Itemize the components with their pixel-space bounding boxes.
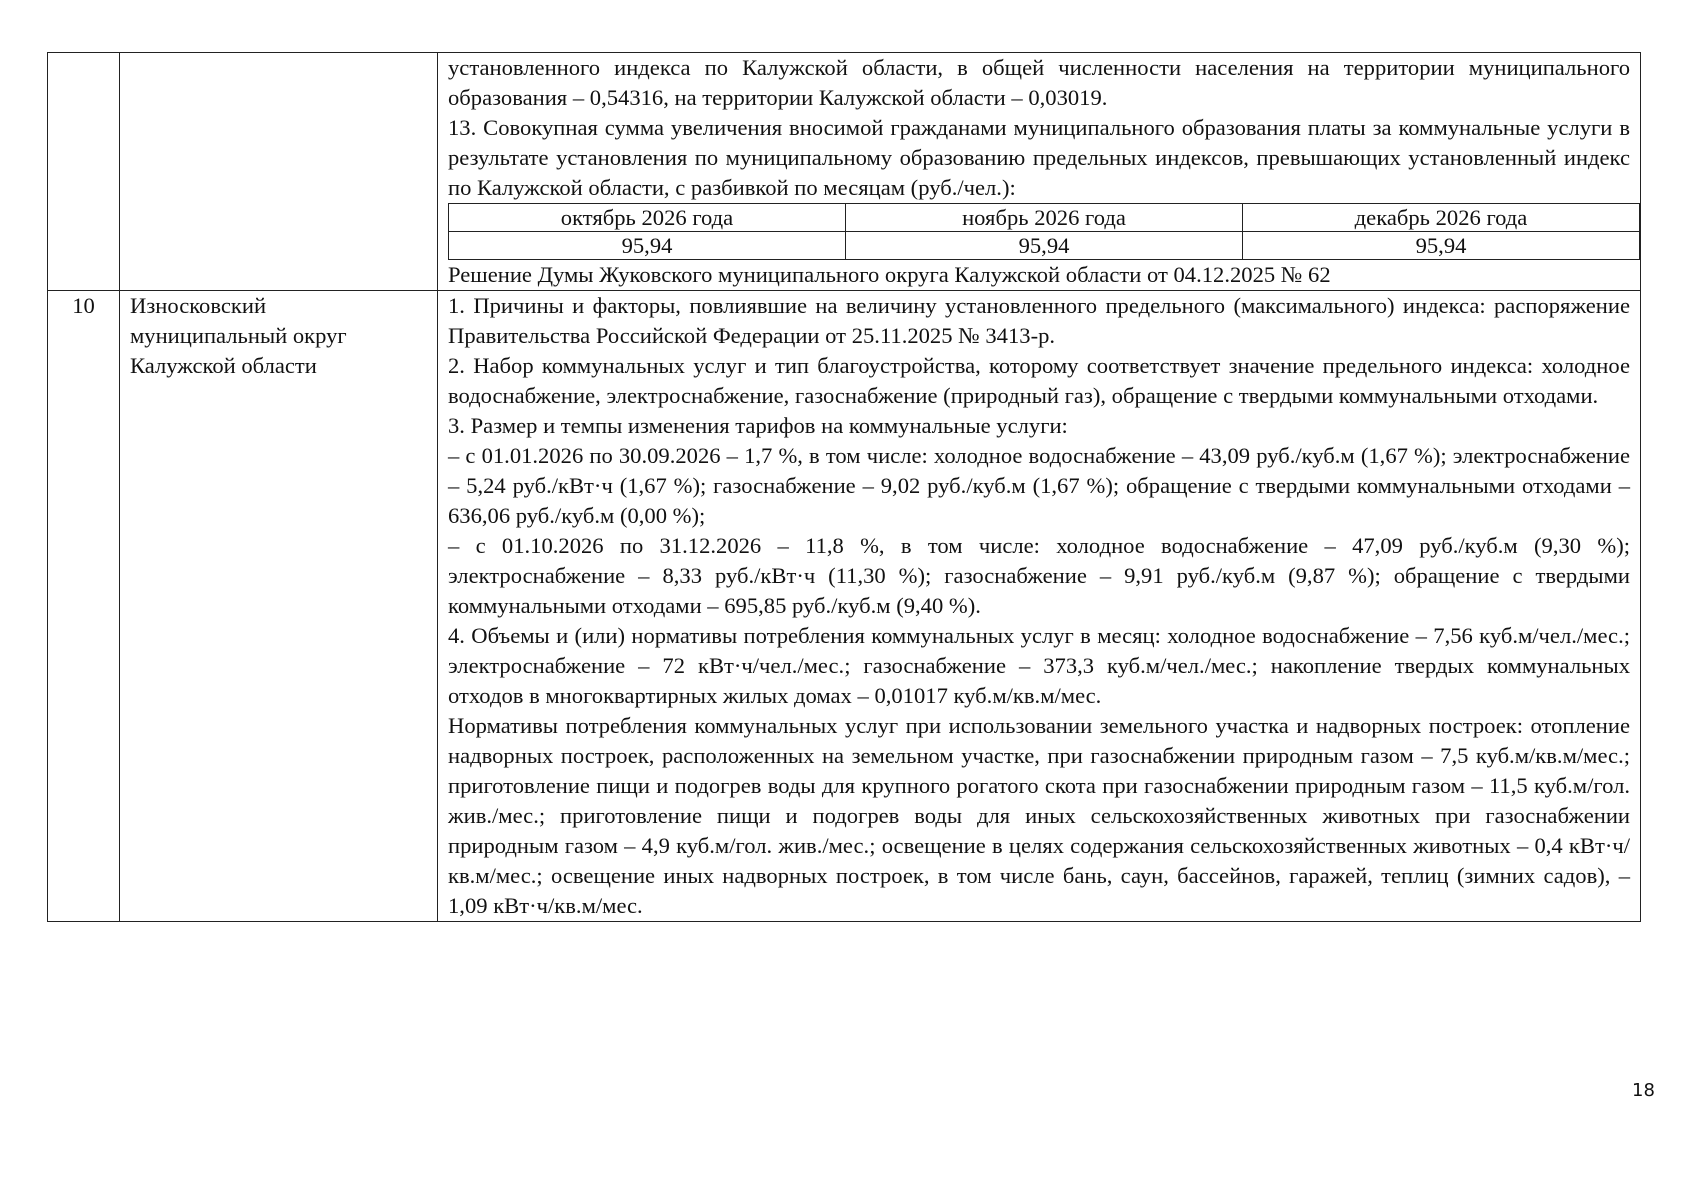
table-row-10 [48,291,1641,922]
item-3-period-1: – с 01.01.2026 по 30.09.2026 – 1,7 %, в том числе: холодное водоснабжение – 43,09 руб./куб.м (1,67 %); электроснабжение – 5,24 руб./кВт·ч (1,67 %); газоснабжение – 9,02 руб./куб.м (1,67 %); обращение с твердыми коммунальными отходами – 636,06 руб./куб.м (0,00 %); [448,443,1630,528]
municipality-name-cell [120,291,438,922]
municipality-name-line: муниципальный округ [130,323,347,348]
continuation-text: установленного индекса по Калужской области, в общей численности населения на территории муниципального образования – 0,54316, на территории Калужской области – 0,03019. [448,55,1630,110]
month-header: декабрь 2026 года [1243,204,1640,232]
document-table [47,52,1641,922]
table-row-previous [48,53,1641,291]
item-4-text: 4. Объемы и (или) нормативы потребления коммунальных услуг в месяц: холодное водоснабжение – 7,56 куб.м/чел./мес.; электроснабжение – 72 кВт·ч/чел./мес.; газоснабжение – 373,3 куб.м/чел./мес.; накопление твердых коммунальных отходов в многоквартирных жилых домах – 0,01017 куб.м/кв.м/мес. [448,623,1630,708]
month-header: ноябрь 2026 года [846,204,1243,232]
monthly-increase-table [448,203,1640,260]
month-value: 95,94 [1243,232,1640,260]
municipality-name-cell [120,53,438,291]
item-2-text: 2. Набор коммунальных услуг и тип благоустройства, которому соответствует значение предельного индекса: холодное водоснабжение, электроснабжение, газоснабжение (природный газ), обращение с твердыми коммунальными отходами. [448,353,1630,408]
content-cell [438,53,1641,291]
item-1-text: 1. Причины и факторы, повлиявшие на величину установленного предельного (максимального) индекса: распоряжение Правительства Российской Федерации от 25.11.2025 № 3413-р. [448,293,1630,348]
month-header: октябрь 2026 года [449,204,846,232]
row-number-cell: 10 [48,291,120,922]
item-13-text: 13. Совокупная сумма увеличения вносимой гражданами муниципального образования платы за коммунальные услуги в результате установления по муниципальному образованию предельных индексов, превышающих установленный индекс по Калужской области, с разбивкой по месяцам (руб./чел.): [448,115,1630,200]
content-cell [438,291,1641,922]
page-number: 18 [1632,1080,1655,1101]
land-plot-norms-text: Нормативы потребления коммунальных услуг при использовании земельного участка и надворных построек: отопление надворных построек, расположенных на земельном участке, при газоснабжении природным газом – 7,5 куб.м/кв.м/мес.; приготовление пищи и подогрев воды для крупного рогатого скота при газоснабжении природным газом – 11,5 куб.м/гол. жив./мес.; приготовление пищи и подогрев воды для иных сельскохозяйственных животных при газоснабжении природным газом – 4,9 куб.м/гол. жив./мес.; освещение в целях содержания сельскохозяйственных животных – 0,4 кВт·ч/кв.м/мес.; освещение иных надворных построек, в том числе бань, саун, бассейнов, гаражей, теплиц (зимних садов), – 1,09 кВт·ч/кв.м/мес. [448,713,1630,918]
months-header-row [449,204,1640,232]
row-number-cell [48,53,120,291]
item-3-text: 3. Размер и темпы изменения тарифов на коммунальные услуги: [448,413,1068,438]
municipality-name-line: Калужской области [130,353,317,378]
month-value: 95,94 [846,232,1243,260]
months-value-row [449,232,1640,260]
item-3-period-2: – с 01.10.2026 по 31.12.2026 – 11,8 %, в том числе: холодное водоснабжение – 47,09 руб./куб.м (9,30 %); электроснабжение – 8,33 руб./кВт·ч (11,30 %); газоснабжение – 9,91 руб./куб.м (9,87 %); обращение с твердыми коммунальными отходами – 695,85 руб./куб.м (9,40 %). [448,533,1630,618]
municipality-name-line: Износковский [130,293,267,318]
month-value: 95,94 [449,232,846,260]
decision-reference: Решение Думы Жуковского муниципального округа Калужской области от 04.12.2025 № 62 [448,262,1331,287]
